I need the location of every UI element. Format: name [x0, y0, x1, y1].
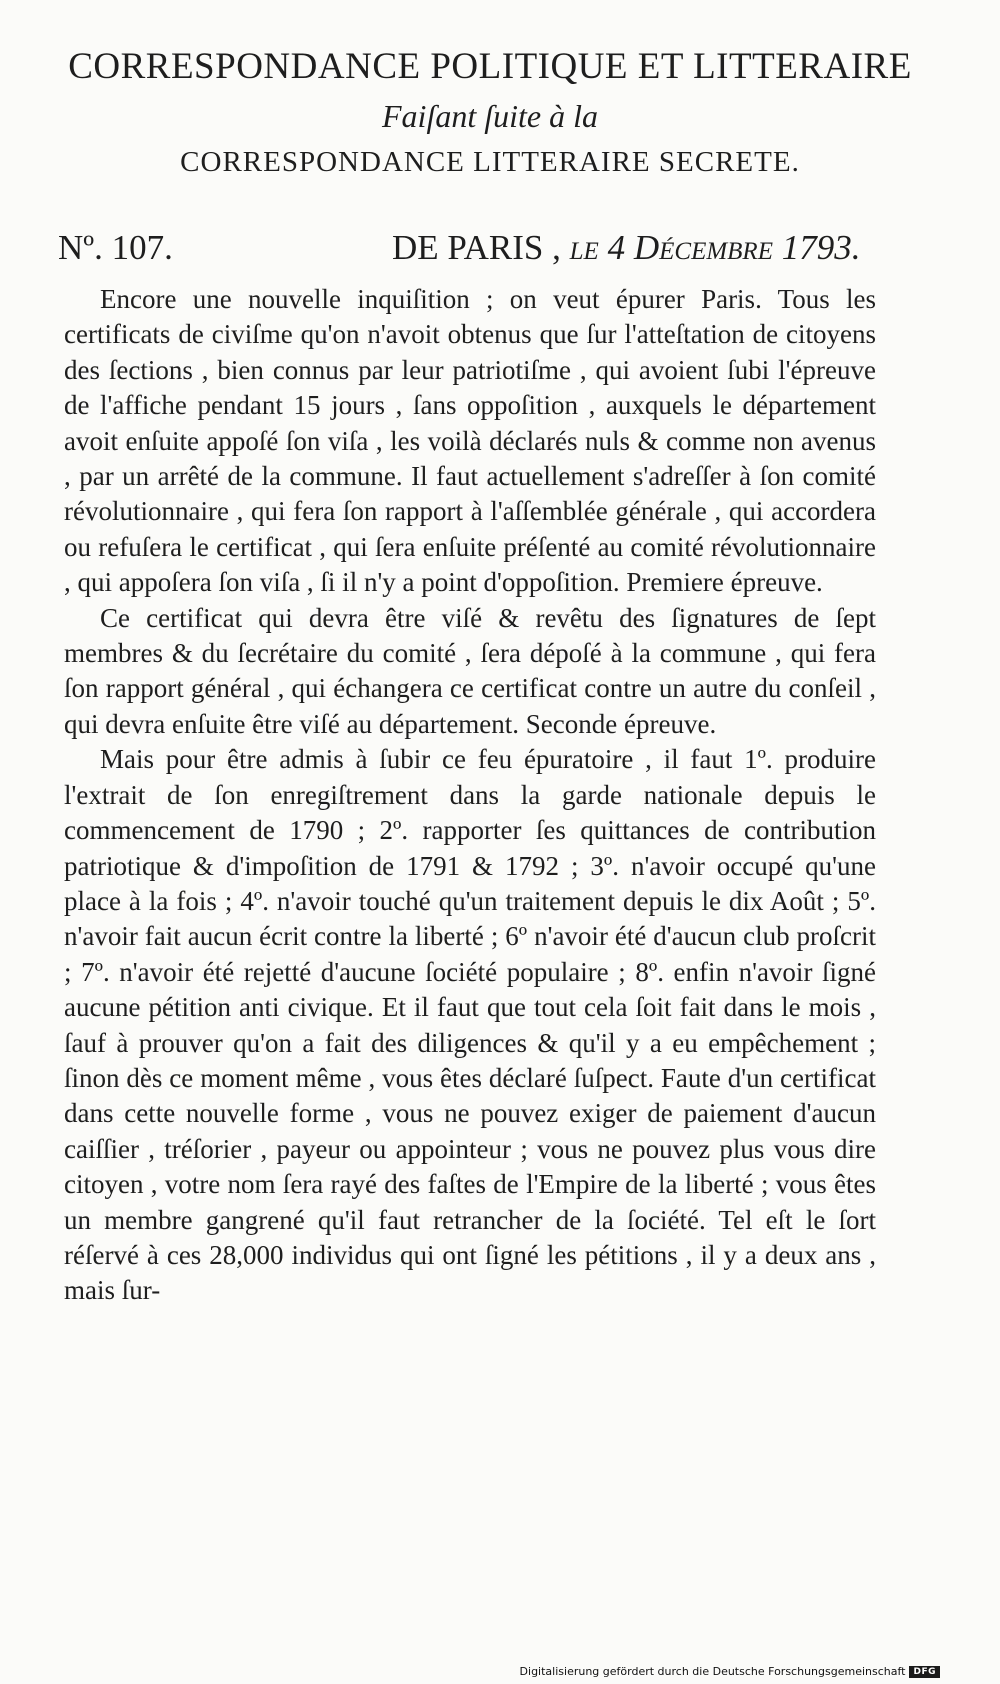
digitization-credit — [520, 1665, 940, 1678]
issue-dateline — [392, 226, 860, 270]
publication-series: CORRESPONDANCE LITTERAIRE SECRETE. — [180, 146, 800, 178]
paragraph-3: Mais pour être admis à ſubir ce feu épuratoire , il faut 1º. produire l'extrait de ſon enregiſtrement dans la garde nationale depuis le commencement de 1790 ; 2º. rapporter ſes quittances de contribution patriotique & d'impoſition de 1791 & 1792 ; 3º. n'avoir occupé qu'une place à la fois ; 4º. n'avoir touché qu'un traitement depuis le dix Août ; 5º. n'avoir fait aucun écrit contre la liberté ; 6º n'avoir été d'aucun club proſcrit ; 7º. n'avoir été rejetté d'aucune ſociété populaire ; 8º. enfin n'avoir ſigné aucune pétition anti civique. Et il faut que tout cela ſoit fait dans le mois , ſauf à prouver qu'on a fait des diligences & qu'il y a eu empêchement ; ſinon dès ce moment même , vous êtes déclaré ſuſpect. Faute d'un certificat dans cette nouvelle forme , vous ne pouvez exiger de paiement d'aucun caiſſier , tréſorier , payeur ou appointeur ; vous ne pouvez plus vous dire citoyen , votre nom ſera rayé des faſtes de l'Empire de la liberté ; vous êtes un membre gangrené qu'il faut retrancher de la ſociété. Tel eſt le ſort réſervé à ces 28,000 individus qui ont ſigné les pétitions , il y a deux ans , mais ſur- — [64, 744, 876, 1306]
masthead — [40, 44, 940, 182]
issue-sep: , — [552, 228, 570, 267]
dfg-logo-icon: DFG — [909, 1666, 940, 1678]
issue-number: Nº. 107. — [58, 228, 173, 267]
credit-text: Digitalisierung gefördert durch die Deutsche Forschungsgemeinschaft — [519, 1665, 906, 1678]
publication-title: CORRESPONDANCE POLITIQUE ET LITTERAIRE — [68, 46, 912, 87]
publication-subtitle: Faiſant ſuite à la — [382, 98, 598, 134]
issue-place: DE PARIS — [392, 228, 544, 267]
paragraph-1: Encore une nouvelle inquiſition ; on veut épurer Paris. Tous les certificats de civiſme qu'on n'avoit obtenus que ſur l'atteſtation de citoyens des ſections , bien connus par leur patriotiſme , qui avoient ſubi l'épreuve de l'affiche pendant 15 jours , ſans oppoſition , auxquels le département avoit enſuite appoſé ſon viſa , les voilà déclarés nuls & comme non avenus , par un arrêté de la commune. Il faut actuellement s'adreſſer à ſon comité révolutionnaire , qui fera ſon rapport à l'aſſemblée générale , qui accordera ou refuſera le certificat , qui ſera enſuite préſenté au comité révolutionnaire , qui appoſera ſon viſa , ſi il n'y a point d'oppoſition. Premiere épreuve. — [64, 284, 876, 598]
paragraph-2: Ce certificat qui devra être viſé & revêtu des ſignatures de ſept membres & du ſecrétaire du comité , ſera dépoſé à la commune , qui fera ſon rapport général , qui échangera ce certificat contre un autre du conſeil , qui devra enſuite être viſé au département. Seconde épreuve. — [64, 602, 876, 739]
issue-date-prefix: le — [569, 228, 599, 267]
article-body — [64, 282, 876, 1309]
issue-date: 4 Décembre 1793. — [607, 228, 861, 267]
